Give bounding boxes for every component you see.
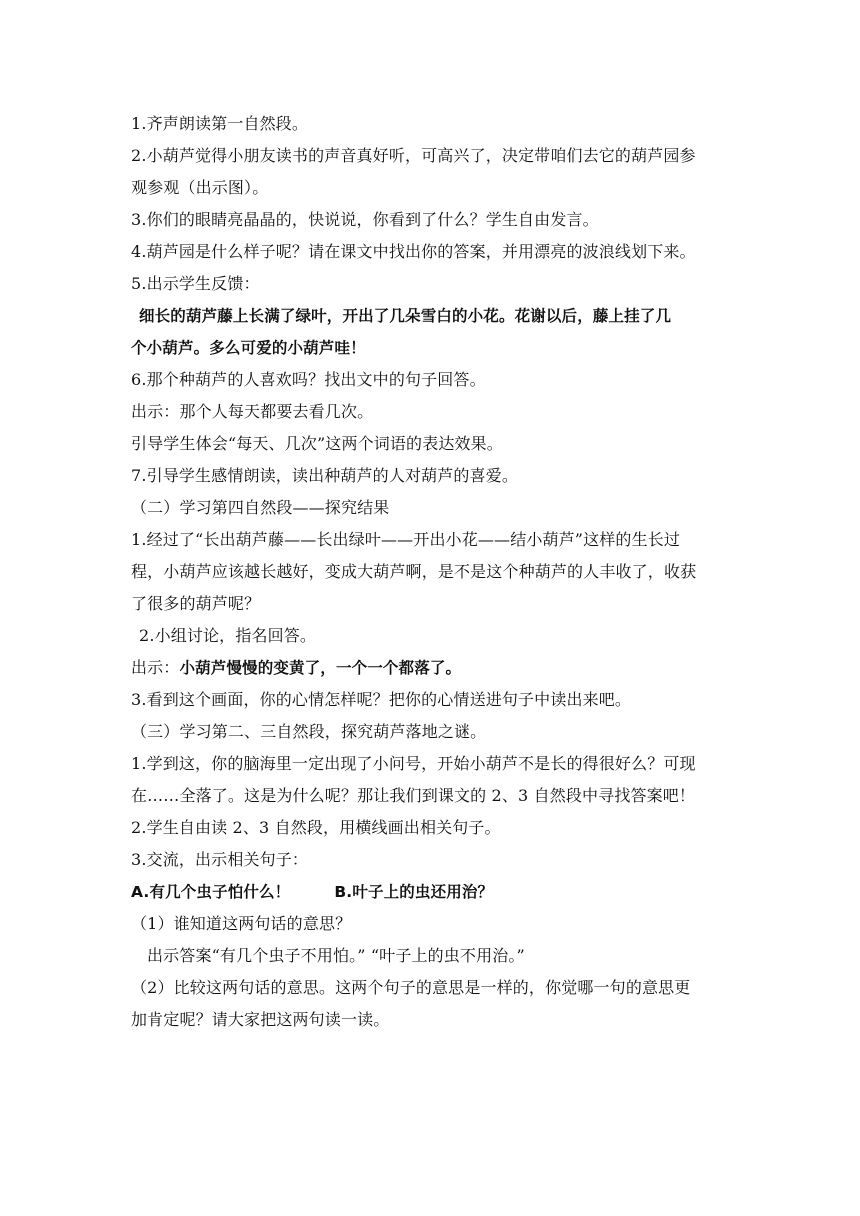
text-line: 3.看到这个画面，你的心情怎样呢？把你的心情送进句子中读出来吧。 bbox=[131, 690, 632, 709]
text-line: 2.小组讨论，指名回答。 bbox=[139, 626, 317, 645]
quoted-passage-line: 个小葫芦。多么可爱的小葫芦哇！ bbox=[131, 339, 366, 357]
text-line: 3.交流，出示相关句子： bbox=[131, 850, 309, 869]
text-line: 引导学生体会“每天、几次”这两个词语的表达效果。 bbox=[131, 434, 503, 453]
text-line: 4.葫芦园是什么样子呢？请在课文中找出你的答案，并用漂亮的波浪线划下来。 bbox=[131, 242, 696, 261]
section-heading: （二）学习第四自然段——探究结果 bbox=[131, 498, 390, 517]
text-line: 7.引导学生感情朗读，读出种葫芦的人对葫芦的喜爱。 bbox=[131, 466, 519, 485]
text-line bbox=[131, 652, 731, 684]
display-label: 出示： bbox=[131, 658, 180, 677]
text-line: 了很多的葫芦呢？ bbox=[131, 594, 261, 613]
text-line: 观参观（出示图）。 bbox=[131, 178, 269, 197]
text-line: 程，小葫芦应该越长越好，变成大葫芦啊，是不是这个种葫芦的人丰收了，收获 bbox=[131, 562, 697, 581]
text-line: 1.经过了“长出葫芦藤——长出绿叶——开出小花——结小葫芦”这样的生长过 bbox=[131, 530, 681, 549]
text-line: 1.齐声朗读第一自然段。 bbox=[131, 114, 309, 133]
sentence-a: A.有几个虫子怕什么！ bbox=[131, 883, 291, 901]
answer-line: 出示答案“有几个虫子不用怕。” “叶子上的虫不用治。” bbox=[147, 946, 525, 965]
sentence-b: B.叶子上的虫还用治？ bbox=[334, 883, 494, 901]
quoted-sentence: 小葫芦慢慢的变黄了，一个一个都落了。 bbox=[179, 659, 462, 677]
section-heading: （三）学习第二、三自然段，探究葫芦落地之谜。 bbox=[131, 722, 487, 741]
text-line: 3.你们的眼睛亮晶晶的，快说说，你看到了什么？学生自由发言。 bbox=[131, 210, 599, 229]
quoted-passage-line: 细长的葫芦藤上长满了绿叶，开出了几朵雪白的小花。花谢以后，藤上挂了几 bbox=[139, 307, 672, 325]
text-line: 6.那个种葫芦的人喜欢吗？找出文中的句子回答。 bbox=[131, 370, 486, 389]
text-line: 出示：那个人每天都要去看几次。 bbox=[131, 402, 374, 421]
text-line: 5.出示学生反馈： bbox=[131, 274, 260, 293]
question-line: （1）谁知道这两句话的意思？ bbox=[131, 914, 352, 933]
text-line: 2.学生自由读 2、3 自然段，用横线画出相关句子。 bbox=[131, 818, 501, 837]
text-line: 在……全落了。这是为什么呢？那让我们到课文的 2、3 自然段中寻找答案吧！ bbox=[131, 786, 696, 805]
question-line: （2）比较这两句话的意思。这两个句子的意思是一样的，你觉哪一句的意思更 bbox=[131, 978, 691, 997]
sentence-pair bbox=[131, 876, 731, 908]
text-line: 1.学到这，你的脑海里一定出现了小问号，开始小葫芦不是长的得很好么？可现 bbox=[131, 754, 696, 773]
document-body bbox=[131, 108, 731, 1036]
text-line: 2.小葫芦觉得小朋友读书的声音真好听，可高兴了，决定带咱们去它的葫芦园参 bbox=[131, 146, 696, 165]
text-line: 加肯定呢？请大家把这两句读一读。 bbox=[131, 1010, 390, 1029]
